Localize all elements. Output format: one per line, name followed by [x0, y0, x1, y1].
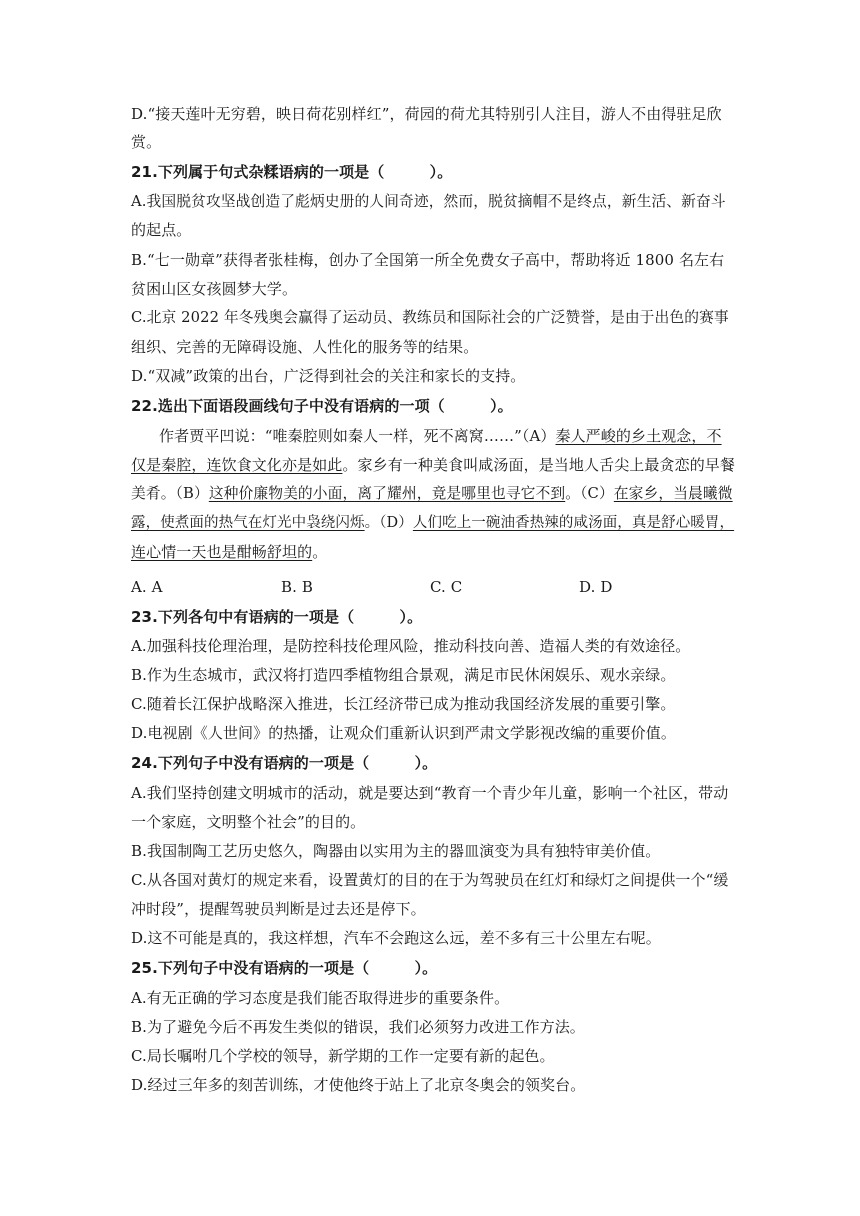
question-21-stem: 21.下列属于句式杂糅语病的一项是（ ）。: [131, 163, 453, 181]
underlined-sentence-d-cont: 连心情一天也是酣畅舒坦的: [131, 543, 313, 561]
q24-option-a-line1: A.我们坚持创建文明城市的活动，就是要达到“教育一个青少年儿童，影响一个社区，带动: [131, 784, 729, 802]
underlined-sentence-c-cont: 露，使煮面的热气在灯光中袅绕闪烁: [131, 515, 365, 531]
q22-passage-line2: [131, 455, 735, 475]
underlined-sentence-b: 这种价廉物美的小面，离了耀州，竟是哪里也寻它不到: [208, 485, 566, 502]
q25-option-a: A.有无正确的学习态度是我们能否取得进步的重要条件。: [131, 989, 510, 1007]
q21-option-d: D.“双减”政策的出台，广泛得到社会的关注和家长的支持。: [131, 367, 526, 385]
underlined-sentence-a-cont: 仅是秦腔，连饮食文化亦是如此: [131, 456, 343, 474]
q22-option-a: A. A: [131, 578, 163, 596]
passage-text: 美肴。（B）: [131, 485, 209, 502]
q22-passage-line5: [131, 542, 327, 562]
q24-option-c-line2: 冲时段”，提醒驾驶员判断是过去还是停下。: [131, 900, 426, 918]
q21-option-c-line1: C.北京 2022 年冬残奥会赢得了运动员、教练员和国际社会的广泛赞誉，是由于出色的赛事: [131, 309, 729, 326]
underlined-sentence-c: 在家乡，当晨曦微: [613, 485, 733, 502]
prev-option-d-line2: 赏。: [131, 133, 162, 151]
passage-text: 。（D）: [364, 515, 413, 531]
q22-option-d: D. D: [579, 578, 613, 596]
q22-option-b: B. B: [281, 578, 313, 596]
q21-option-c-line2: 组织、完善的无障碍设施、人性化的服务等的结果。: [131, 338, 479, 356]
passage-text: 。（C）: [565, 485, 614, 502]
q22-option-c: C. C: [430, 578, 463, 596]
question-25-stem: 25.下列句子中没有语病的一项是（ ）。: [131, 959, 438, 977]
q23-option-b: B.作为生态城市，武汉将打造四季植物组合景观，满足市民休闲娱乐、观水亲绿。: [131, 666, 676, 684]
passage-text: 。: [312, 543, 328, 561]
underlined-sentence-a: 秦人严峻的乡土观念，不: [555, 427, 722, 445]
q22-options-row: [131, 577, 731, 597]
prev-option-d-line1: D.“接天莲叶无穷碧，映日荷花别样红”，荷园的荷尤其特别引人注目，游人不由得驻足欣: [131, 105, 722, 123]
q21-option-b-line2: 贫困山区女孩圆梦大学。: [131, 280, 298, 298]
q24-option-d: D.这不可能是真的，我这样想，汽车不会跑这么远，差不多有三十公里左右呢。: [131, 929, 661, 947]
passage-text: 。家乡有一种美食叫咸汤面，是当地人舌尖上最贪恋的早餐: [342, 456, 736, 474]
q25-option-b: B.为了避免今后不再发生类似的错误，我们必须努力改进工作方法。: [131, 1018, 585, 1036]
q21-option-b-line1: B.“七一勋章”获得者张桂梅，创办了全国第一所全免费女子高中，帮助将近 1800 名左右: [131, 251, 725, 269]
q24-option-a-line2: 一个家庭，文明整个社会”的目的。: [131, 813, 366, 831]
q24-option-c-line1: C.从各国对黄灯的规定来看，设置黄灯的目的在于为驾驶员在红灯和绿灯之间提供一个“缓: [131, 871, 729, 889]
q21-option-a-line1: A.我国脱贫攻坚战创造了彪炳史册的人间奇迹，然而，脱贫摘帽不是终点，新生活、新奋斗: [131, 193, 726, 210]
q22-passage-line4: [131, 513, 734, 533]
question-23-stem: 23.下列各句中有语病的一项是（ ）。: [131, 608, 423, 626]
q25-option-c: C.局长嘱咐几个学校的领导，新学期的工作一定要有新的起色。: [131, 1047, 555, 1065]
q25-option-d: D.经过三年多的刻苦训练，才使他终于站上了北京冬奥会的领奖台。: [131, 1076, 586, 1094]
passage-text: 作者贾平凹说：“唯秦腔则如秦人一样，死不离窝……”（A）: [159, 427, 556, 445]
q24-option-b: B.我国制陶工艺历史悠久，陶器由以实用为主的器皿演变为具有独特审美价值。: [131, 842, 661, 860]
underlined-sentence-d: 人们吃上一碗油香热辣的咸汤面，真是舒心暖胃，: [412, 515, 735, 531]
question-22-stem: 22.选出下面语段画线句子中没有语病的一项（ ）。: [131, 397, 513, 415]
q22-passage-line3: [131, 484, 733, 504]
q22-passage-line1: [159, 426, 722, 446]
q23-option-d: D.电视剧《人世间》的热播，让观众们重新认识到严肃文学影视改编的重要价值。: [131, 724, 676, 742]
q21-option-a-line2: 的起点。: [131, 221, 192, 239]
q23-option-c: C.随着长江保护战略深入推进，长江经济带已成为推动我国经济发展的重要引擎。: [131, 695, 676, 713]
question-24-stem: 24.下列句子中没有语病的一项是（ ）。: [131, 754, 438, 772]
q23-option-a: A.加强科技伦理治理，是防控科技伦理风险，推动科技向善、造福人类的有效途径。: [131, 637, 691, 655]
